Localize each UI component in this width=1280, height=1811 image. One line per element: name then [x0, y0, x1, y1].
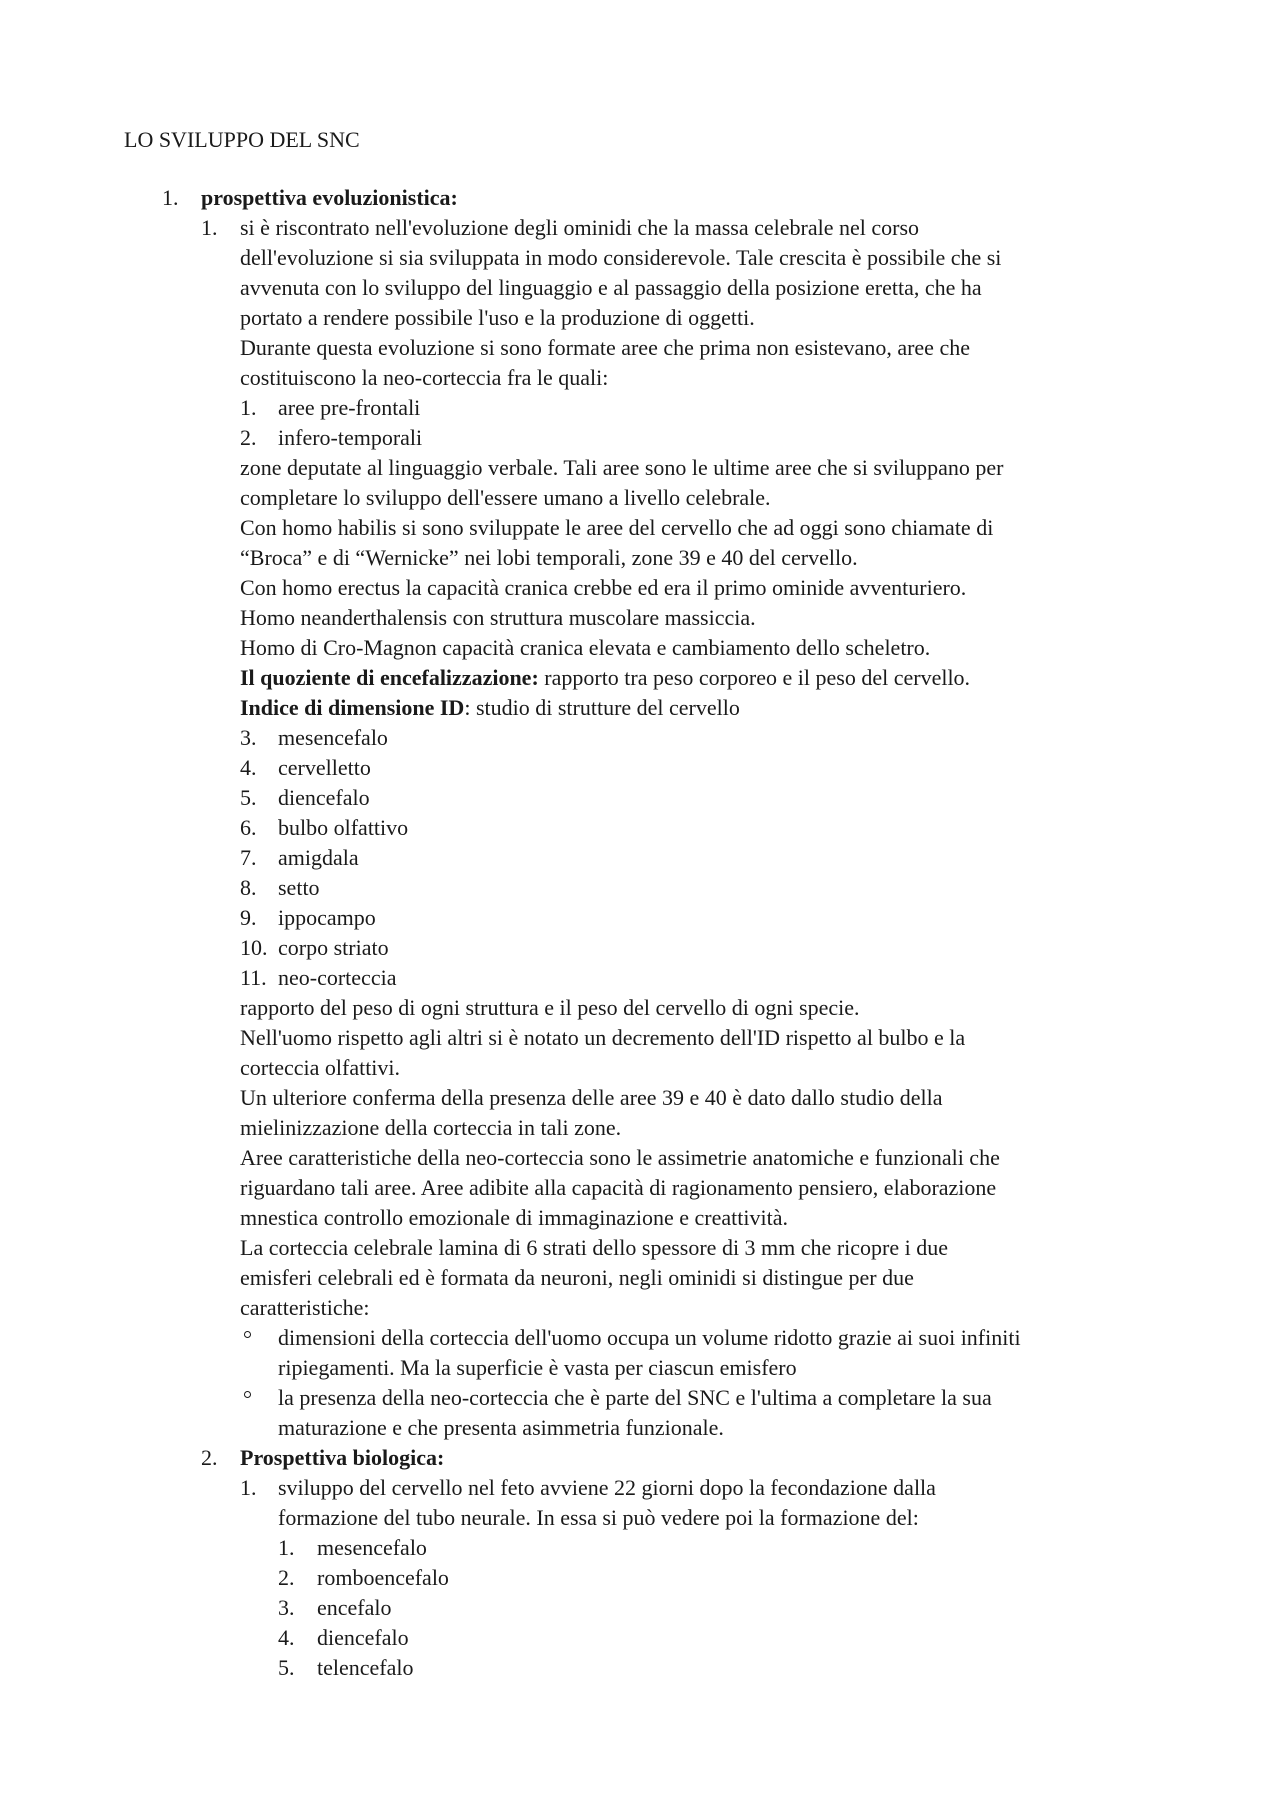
list-item: corpo striato	[278, 935, 389, 960]
list-number: 2.	[240, 425, 257, 450]
list-number: 5.	[278, 1655, 295, 1680]
section-number: 1.	[162, 185, 179, 210]
list-number: 11.	[240, 965, 267, 990]
paragraph-line: rapporto del peso di ogni struttura e il peso del cervello di ogni specie.	[240, 995, 860, 1020]
section-heading: prospettiva evoluzionistica:	[201, 185, 458, 210]
list-number: 5.	[240, 785, 257, 810]
paragraph-line: La corteccia celebrale lamina di 6 strati dello spessore di 3 mm che ricopre i due	[240, 1235, 948, 1260]
paragraph-line: zone deputate al linguaggio verbale. Tali aree sono le ultime aree che si sviluppano per	[240, 455, 1004, 480]
paragraph-line: mnestica controllo emozionale di immaginazione e creattività.	[240, 1205, 788, 1230]
list-number: 2.	[278, 1565, 295, 1590]
paragraph-line: Homo di Cro-Magnon capacità cranica elevata e cambiamento dello scheletro.	[240, 635, 931, 660]
list-number: 8.	[240, 875, 257, 900]
bullet-line: maturazione e che presenta asimmetria funzionale.	[278, 1415, 724, 1440]
definition-line	[240, 663, 970, 693]
list-item: infero-temporali	[278, 425, 423, 450]
list-item: bulbo olfattivo	[278, 815, 409, 840]
list-number: 3.	[240, 725, 257, 750]
list-number: 4.	[278, 1625, 295, 1650]
list-item: mesencefalo	[317, 1535, 427, 1560]
list-item: diencefalo	[278, 785, 370, 810]
paragraph-line: costituiscono la neo-corteccia fra le quali:	[240, 365, 609, 390]
paragraph-line: Durante questa evoluzione si sono formate aree che prima non esistevano, aree che	[240, 335, 970, 360]
paragraph-line: Nell'uomo rispetto agli altri si è notato un decremento dell'ID rispetto al bulbo e la	[240, 1025, 966, 1050]
list-item: ippocampo	[278, 905, 376, 930]
paragraph-line: completare lo sviluppo dell'essere umano a livello celebrale.	[240, 485, 771, 510]
list-number: 3.	[278, 1595, 295, 1620]
definition-text: rapporto tra peso corporeo e il peso del cervello.	[538, 665, 971, 690]
paragraph-line: emisferi celebrali ed è formata da neuroni, negli ominidi si distingue per due	[240, 1265, 914, 1290]
list-item: encefalo	[317, 1595, 392, 1620]
paragraph-line: caratteristiche:	[240, 1295, 370, 1320]
list-number: 9.	[240, 905, 257, 930]
paragraph-line: “Broca” e di “Wernicke” nei lobi temporali, zone 39 e 40 del cervello.	[240, 545, 858, 570]
list-number: 1.	[278, 1535, 295, 1560]
paragraph-line: Homo neanderthalensis con struttura muscolare massiccia.	[240, 605, 756, 630]
list-item: mesencefalo	[278, 725, 388, 750]
paragraph-line: Un ulteriore conferma della presenza delle aree 39 e 40 è dato dallo studio della	[240, 1085, 943, 1110]
paragraph-line: corteccia olfattivi.	[240, 1055, 401, 1080]
definition-line	[240, 693, 740, 723]
item-number: 1.	[240, 1475, 257, 1500]
paragraph-line: avvenuta con lo sviluppo del linguaggio e al passaggio della posizione eretta, che ha	[240, 275, 982, 300]
paragraph-line: riguardano tali aree. Aree adibite alla capacità di ragionamento pensiero, elaborazione	[240, 1175, 997, 1200]
paragraph-line: Con homo erectus la capacità cranica crebbe ed era il primo ominide avventuriero.	[240, 575, 967, 600]
page-title: LO SVILUPPO DEL SNC	[124, 127, 360, 152]
list-number: 7.	[240, 845, 257, 870]
list-item: amigdala	[278, 845, 359, 870]
list-item: diencefalo	[317, 1625, 409, 1650]
list-item: aree pre-frontali	[278, 395, 421, 420]
list-number: 1.	[240, 395, 257, 420]
item-number: 1.	[201, 215, 218, 240]
bullet-line: dimensioni della corteccia dell'uomo occupa un volume ridotto grazie ai suoi infiniti	[278, 1325, 1021, 1350]
bullet-line: ripiegamenti. Ma la superficie è vasta per ciascun emisfero	[278, 1355, 797, 1380]
circle-bullet-icon	[244, 1391, 251, 1398]
definition-term: Il quoziente di encefalizzazione:	[240, 665, 539, 690]
paragraph-line: si è riscontrato nell'evoluzione degli ominidi che la massa celebrale nel corso	[240, 215, 920, 240]
section-heading: Prospettiva biologica:	[240, 1445, 445, 1470]
list-item: cervelletto	[278, 755, 371, 780]
definition-term: Indice di dimensione ID	[240, 695, 465, 720]
list-number: 4.	[240, 755, 257, 780]
circle-bullet-icon	[244, 1331, 251, 1338]
section-number: 2.	[201, 1445, 218, 1470]
definition-text: : studio di strutture del cervello	[464, 695, 740, 720]
list-item: telencefalo	[317, 1655, 414, 1680]
paragraph-line: formazione del tubo neurale. In essa si può vedere poi la formazione del:	[278, 1505, 919, 1530]
paragraph-line: portato a rendere possibile l'uso e la produzione di oggetti.	[240, 305, 755, 330]
list-item: setto	[278, 875, 320, 900]
paragraph-line: Aree caratteristiche della neo-corteccia sono le assimetrie anatomiche e funzionali che	[240, 1145, 1000, 1170]
paragraph-line: sviluppo del cervello nel feto avviene 22 giorni dopo la fecondazione dalla	[278, 1475, 936, 1500]
list-item: neo-corteccia	[278, 965, 397, 990]
list-number: 10.	[240, 935, 268, 960]
paragraph-line: dell'evoluzione si sia sviluppata in modo considerevole. Tale crescita è possibile che si	[240, 245, 1002, 270]
list-item: romboencefalo	[317, 1565, 449, 1590]
paragraph-line: mielinizzazione della corteccia in tali zone.	[240, 1115, 622, 1140]
paragraph-line: Con homo habilis si sono sviluppate le aree del cervello che ad oggi sono chiamate di	[240, 515, 994, 540]
list-number: 6.	[240, 815, 257, 840]
bullet-line: la presenza della neo-corteccia che è parte del SNC e l'ultima a completare la sua	[278, 1385, 992, 1410]
